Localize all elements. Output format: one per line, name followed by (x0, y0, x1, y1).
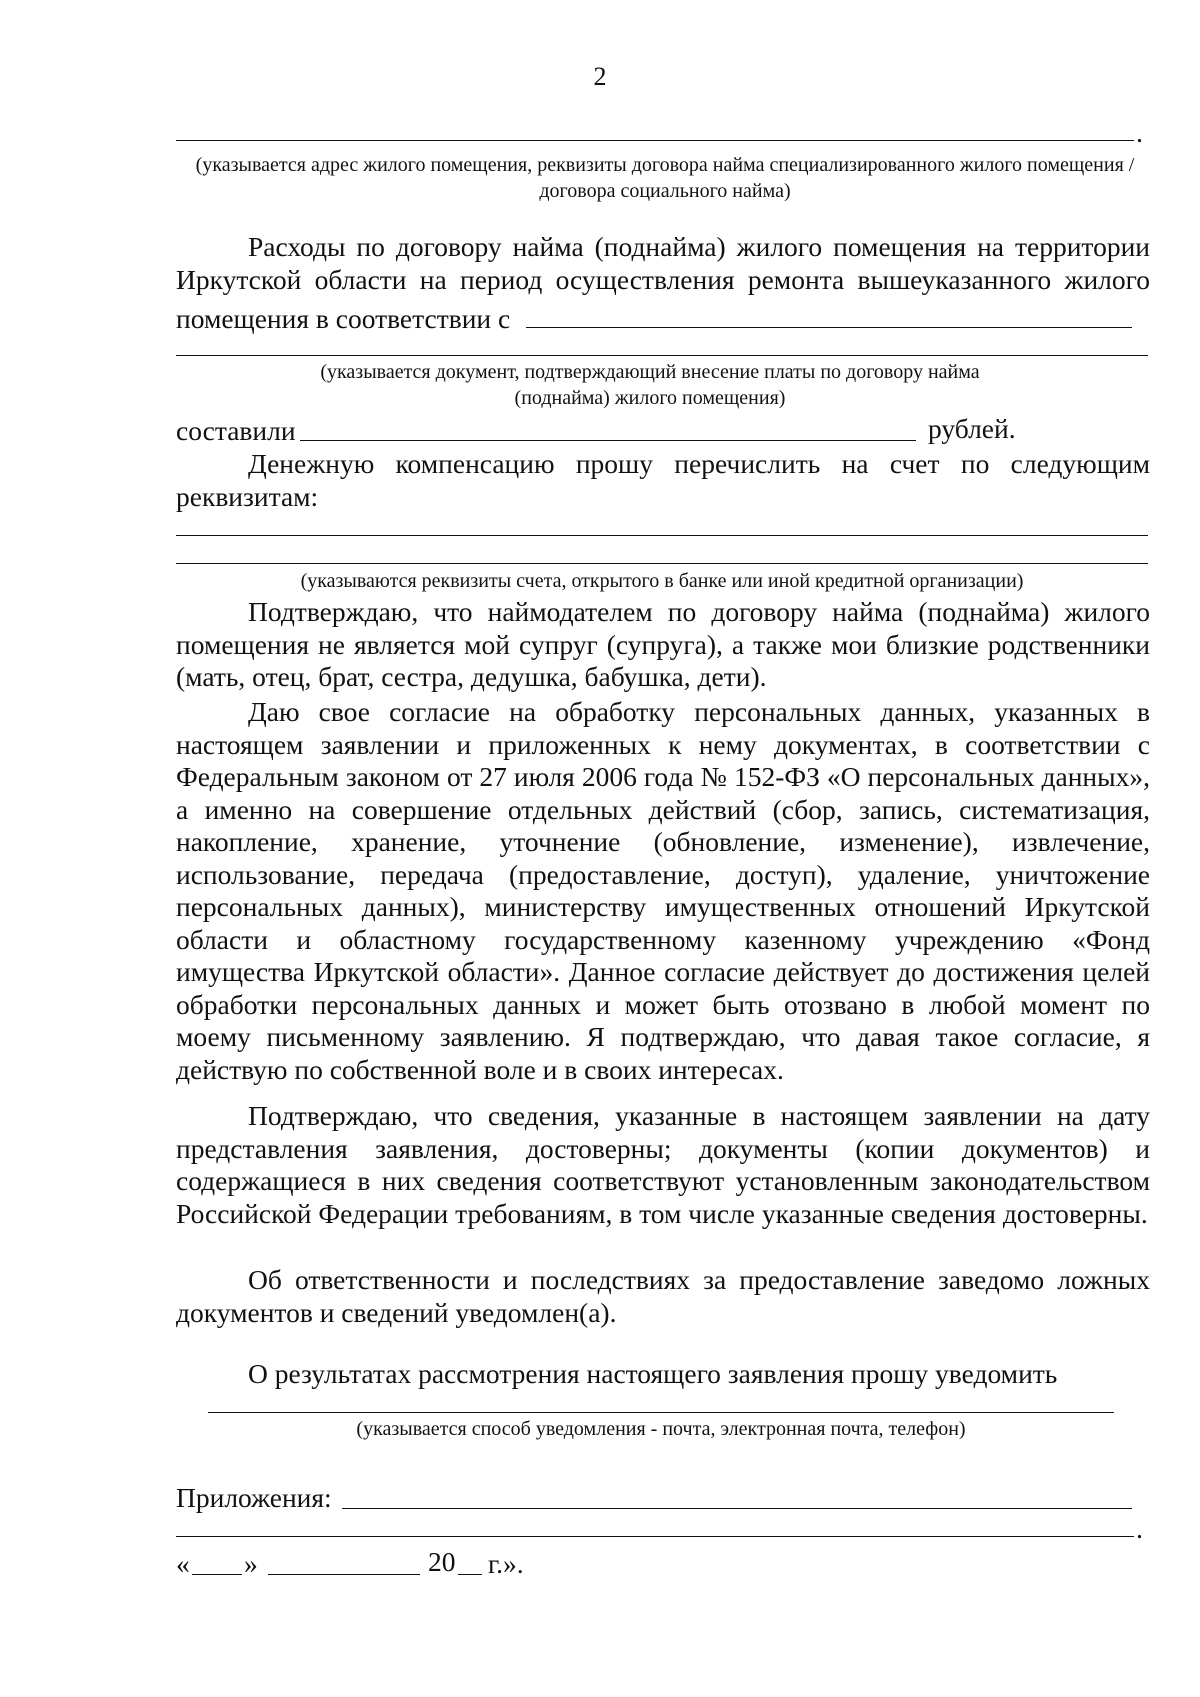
landlord-confirmation-paragraph: Подтверждаю, что наймодателем по договору найма (поднайма) жилого помещения не является мой супруг (супруга), а также мои близкие родственники (мать, отец, брат, сестра, дедушка, бабушка, дети). (176, 596, 1150, 692)
payment-document-caption: (указывается документ, подтверждающий внесение платы по договору найма (поднайма) жилого помещения) (320, 361, 980, 409)
date-year-field[interactable] (458, 1574, 482, 1575)
expenses-document-field-2[interactable] (176, 355, 1148, 356)
amount-label: составили (176, 415, 296, 446)
expenses-document-field[interactable] (526, 327, 1132, 328)
expenses-paragraph: Расходы по договору найма (поднайма) жилого помещения на территории Иркутской области на период осуществления ремонта вышеуказанного жилого (176, 231, 1150, 295)
liability-paragraph: Об ответственности и последствиях за предоставление заведомо ложных документов и сведений уведомлен(а). (176, 1264, 1150, 1328)
attachments-line-end-dot: . (1136, 1514, 1143, 1545)
date-day-field[interactable] (192, 1574, 242, 1575)
attachments-field-1[interactable] (342, 1508, 1132, 1509)
address-field-line[interactable] (176, 140, 1134, 141)
accuracy-confirmation-paragraph: Подтверждаю, что сведения, указанные в настоящем заявлении на дату представления заявления, достоверны; документы (копии документов) и содержащиеся в них сведения соответствуют установленным законодательством Российской Федерации требованиям, в том числе указанные сведения достоверны. (176, 1100, 1150, 1229)
attachments-label: Приложения: (176, 1482, 332, 1513)
date-year-prefix: 20 (428, 1546, 456, 1577)
amount-field[interactable] (300, 440, 916, 441)
date-suffix: г.». (488, 1548, 524, 1579)
bank-details-caption: (указываются реквизиты счета, открытого в банке или иной кредитной организации) (300, 570, 1024, 592)
compensation-paragraph: Денежную компенсацию прошу перечислить на счет по следующим реквизитам: (176, 448, 1150, 512)
personal-data-consent-paragraph: Даю свое согласие на обработку персональных данных, указанных в настоящем заявлении и приложенных к нему документах, в соответствии с Федеральным законом от 27 июля 2006 года № 152-ФЗ «О персональных данных», а именно на совершение отдельных действий (сбор, запись, систематизация, накопление, хранение, уточнение (обновление, изменение), извлечение, использование, передача (предоставление, доступ), удаление, уничтожение персональных данных), министерству имущественных отношений Иркутской области и областному государственному казенному учреждению «Фонд имущества Иркутской области». Данное согласие действует до достижения целей обработки персональных данных и может быть отозвано в любой момент по моему письменному заявлению. Я подтверждаю, что давая такое согласие, я действую по собственной воле и в своих интересах. (176, 696, 1150, 1085)
notify-paragraph: О результатах рассмотрения настоящего заявления прошу уведомить (248, 1358, 1058, 1389)
bank-details-field-1[interactable] (176, 535, 1148, 536)
page-number: 2 (593, 62, 607, 91)
amount-unit: рублей. (928, 413, 1016, 444)
date-close-quote: » (244, 1548, 258, 1579)
notify-method-field[interactable] (208, 1412, 1114, 1413)
bank-details-field-2[interactable] (176, 563, 1148, 564)
notify-method-caption: (указывается способ уведомления - почта, электронная почта, телефон) (356, 1418, 966, 1440)
address-line-end-dot: . (1136, 118, 1143, 149)
date-open-quote: « (176, 1548, 190, 1579)
address-caption: (указывается адрес жилого помещения, реквизиты договора найма специализированного жилого помещения / договора социального найма) (195, 154, 1135, 202)
date-month-field[interactable] (268, 1574, 420, 1575)
expenses-last-line: помещения в соответствии с (176, 303, 511, 334)
attachments-field-2[interactable] (176, 1536, 1134, 1537)
